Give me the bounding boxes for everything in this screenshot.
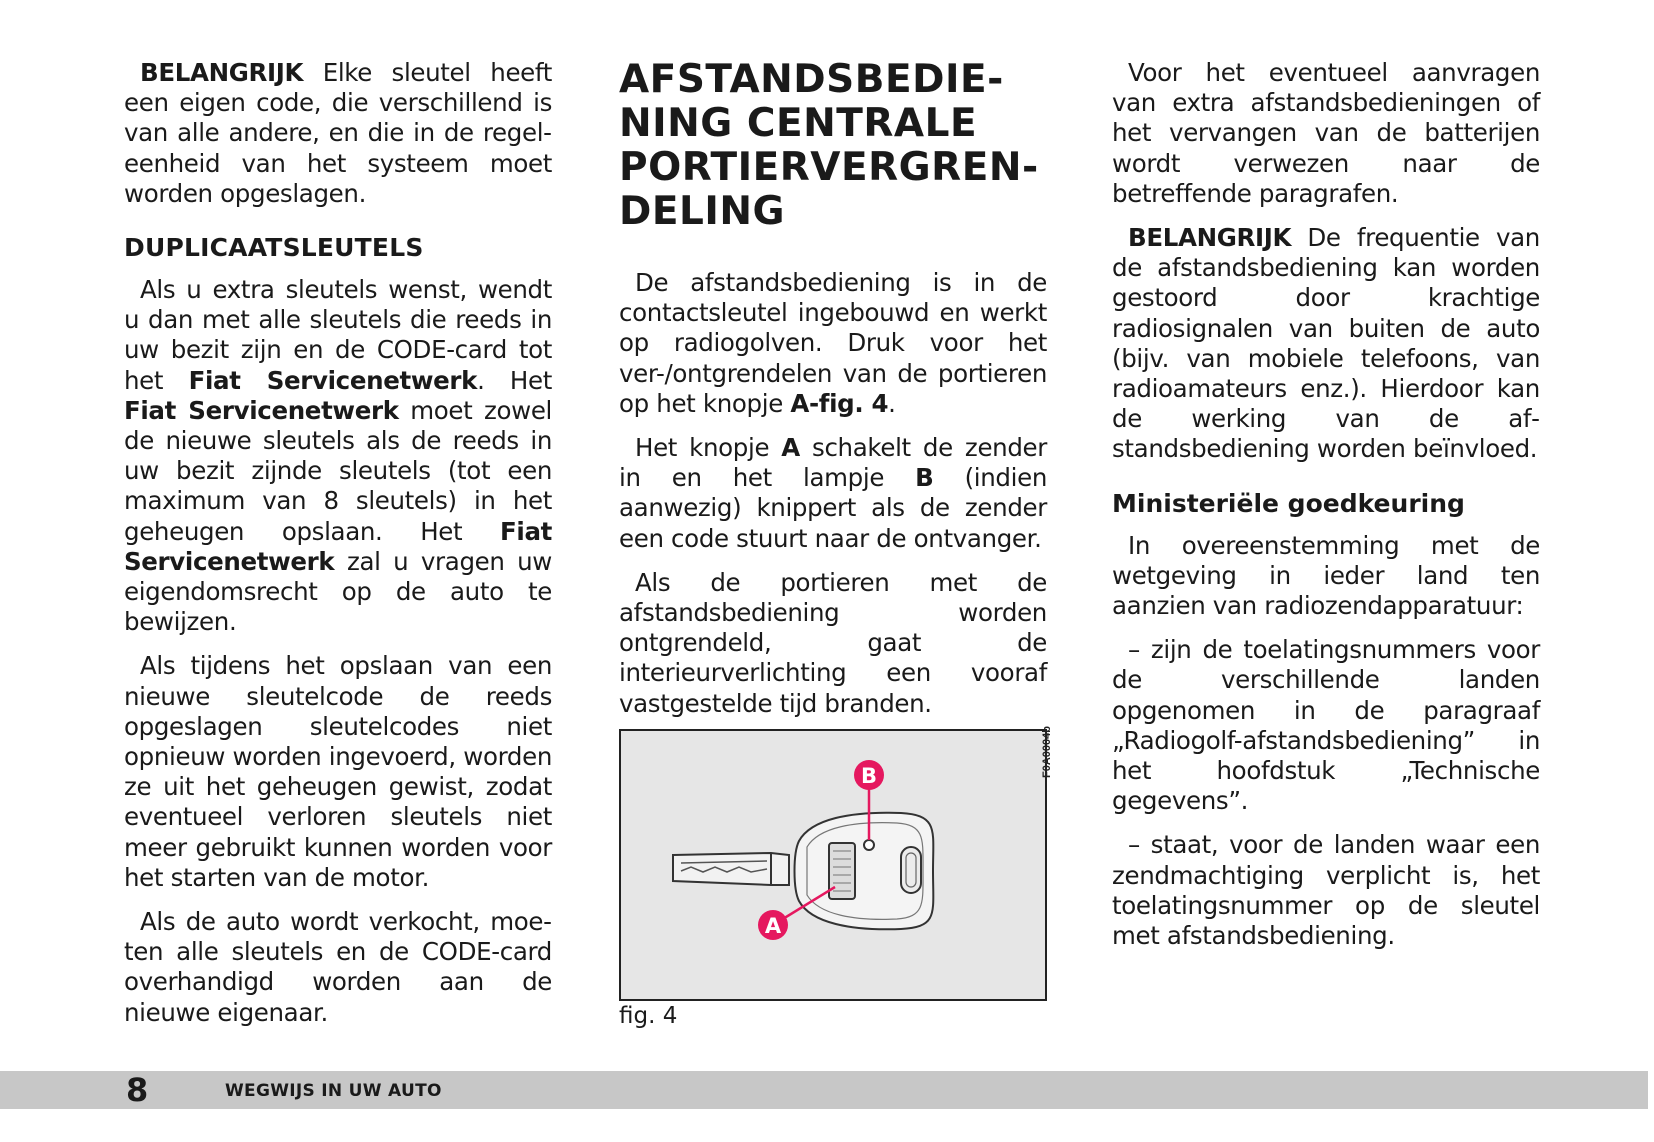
heading-duplicate-keys: DUPLICAATSLEUTELS bbox=[124, 233, 424, 263]
paragraph-legislation: In overeenstemming met de wetgeving in ieder land ten aanzien van radiozendapparatuur: bbox=[1112, 530, 1540, 621]
paragraph-interior-light: Als de portieren met de afstandsbediening worden ontgrendeld, gaat de interieurverlichting een vooraf vastgestelde tijd branden. bbox=[619, 567, 1047, 718]
paragraph-important-frequency: BELANGRIJK De frequentie van de afstandsbediening kan worden gestoord door krachtige radiosignalen van buiten de auto (bijv. van mobiele telefoons, van radioamateurs enz.). Hierdoor kan de werking van de afstandsbediening worden beïnvloed. bbox=[1112, 223, 1540, 464]
key-remote-illustration bbox=[621, 731, 1045, 999]
section-title-remote-locking: AFSTANDSBEDIE- NING CENTRALE PORTIERVERGREN- DELING bbox=[619, 57, 1039, 234]
key-head bbox=[795, 813, 934, 930]
paragraph-important-code: BELANGRIJK Elke sleutel heeft een eigen code, die verschillend is van alle andere, en die in de regeleenheid van het systeem moet worden opgeslagen. bbox=[124, 58, 552, 208]
label-b-text: B bbox=[860, 764, 878, 788]
figure-caption: fig. 4 bbox=[619, 1003, 678, 1029]
label-a-text: A bbox=[764, 914, 782, 938]
label-a-marker bbox=[758, 910, 788, 940]
heading-ministerial-approval: Ministeriële goedkeuring bbox=[1112, 488, 1465, 518]
figure-code: F0A0004b bbox=[1041, 726, 1053, 778]
led-b-shape bbox=[864, 840, 874, 850]
column-middle bbox=[619, 58, 1047, 733]
figure-key-illustration bbox=[619, 729, 1047, 1001]
page-footer bbox=[0, 1071, 1648, 1109]
column-left bbox=[124, 58, 552, 1042]
paragraph-storing-codes: Als tijdens het opslaan van een nieuwe sleutelcode de reeds opgeslagen sleutelcodes niet opnieuw worden ingevoerd, worden ze uit het geheugen gewist, zodat eventueel verloren sleutels niet meer gebruikt kunnen worden voor het starten van de motor. bbox=[124, 651, 552, 892]
paragraph-approval-numbers: – zijn de toelatingsnummers voor de verschillende landen opgenomen in de paragraaf „Radiogolf-afstandsbediening” in het hoofdstuk „Technische gegevens”. bbox=[1112, 635, 1540, 816]
footer-section-title: WEGWIJS IN UW AUTO bbox=[225, 1081, 442, 1101]
column-right bbox=[1112, 58, 1540, 965]
paragraph-remote-builtin: De afstandsbediening is in de contactsleutel ingebouwd en werkt op radiogolven. Druk voor het ver-/ontgrendelen van de portieren op het knopje A-fig. 4. bbox=[619, 268, 1047, 418]
paragraph-extra-remotes: Voor het eventueel aanvragen van extra afstandsbedieningen of het vervangen van de batterijen wordt verwezen naar de betreffende paragrafen. bbox=[1112, 58, 1540, 208]
paragraph-transmit-license: – staat, voor de landen waar een zendmachtiging verplicht is, het toelatingsnummer op de sleutel met afstandsbediening. bbox=[1112, 830, 1540, 951]
key-blade bbox=[673, 853, 789, 885]
paragraph-extra-keys: Als u extra sleutels wenst, wendt u dan met alle sleutels die reeds in uw bezit zijn en de CODE-card tot het Fiat Servicenetwerk. Het Fiat Servicenetwerk moet zowel de nieuwe sleutels als de reeds in uw bezit zijnde sleutels (tot een maximum van 8 sleutels) in het geheugen opslaan. Het Fiat Servicenetwerk zal u vragen uw eigendomsrecht op de auto te bewijzen. bbox=[124, 275, 553, 637]
paragraph-button-a: Het knopje A schakelt de zender in en het lampje B (indien aanwezig) knippert als de zender een code stuurt naar de ontvanger. bbox=[619, 433, 1047, 553]
paragraph-car-sold: Als de auto wordt verkocht, moeten alle sleutels en de CODE-card overhandigd worden aan de nieuwe eigenaar. bbox=[124, 907, 552, 1027]
label-b-marker bbox=[854, 760, 884, 790]
page-number: 8 bbox=[126, 1071, 149, 1109]
key-ring-hole bbox=[901, 847, 921, 893]
